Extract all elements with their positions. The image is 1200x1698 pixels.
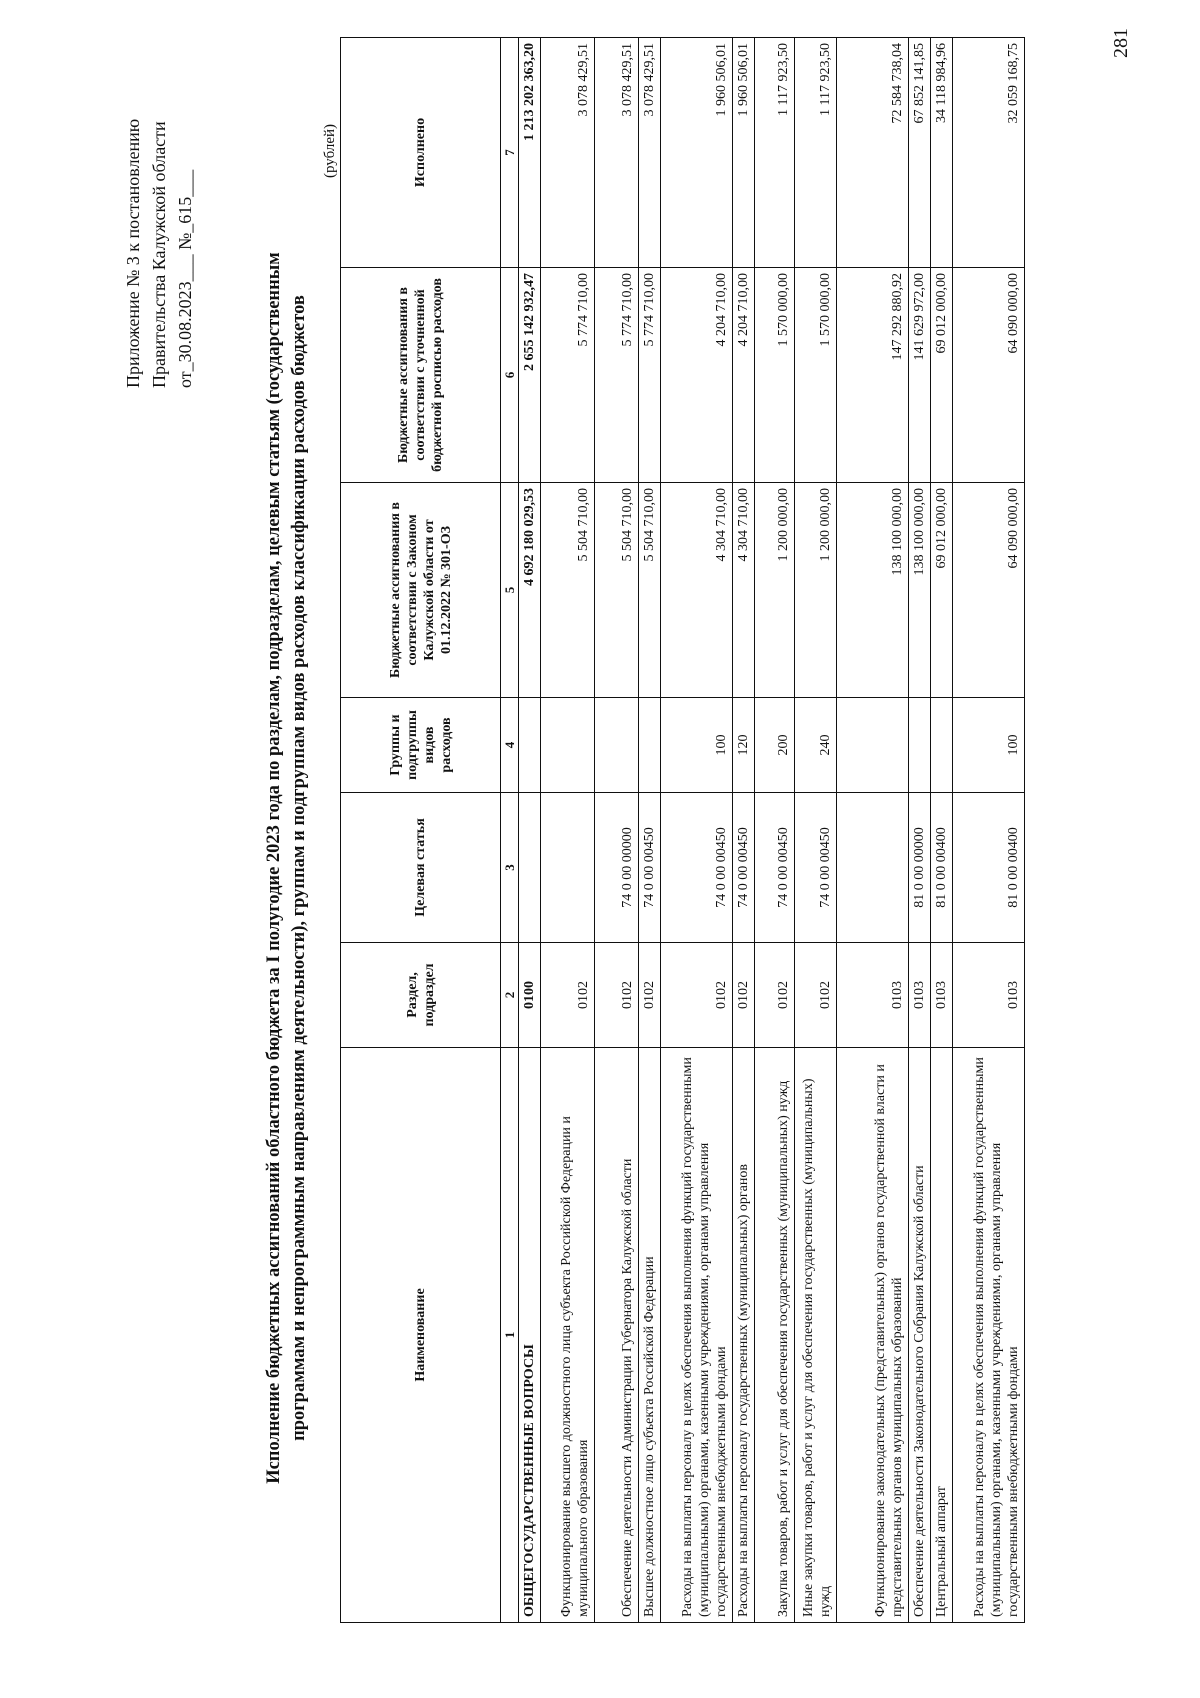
- row-group: 240: [795, 698, 837, 793]
- row-group: [541, 698, 595, 793]
- row-target: 74 0 00 00450: [661, 793, 733, 943]
- row-refined: 1 570 000,00: [755, 268, 795, 483]
- column-number-row: [501, 38, 519, 1623]
- row-section: 0102: [661, 943, 733, 1048]
- row-target: 74 0 00 00000: [595, 793, 639, 943]
- col-number: 3: [501, 793, 519, 943]
- row-section: 0103: [909, 943, 931, 1048]
- row-executed: 1 960 506,01: [733, 38, 755, 268]
- table-row: [541, 38, 595, 1623]
- row-name: Обеспечение деятельности Законодательного Собрания Калужской области: [909, 1048, 931, 1623]
- row-section: 0103: [931, 943, 953, 1048]
- row-group: 200: [755, 698, 795, 793]
- row-section: 0102: [595, 943, 639, 1048]
- row-target: 81 0 00 00400: [953, 793, 1025, 943]
- header-name: Наименование: [341, 1048, 501, 1623]
- row-group: 100: [953, 698, 1025, 793]
- row-name: Расходы на выплаты персоналу государственных (муниципальных) органов: [733, 1048, 755, 1623]
- title-line-1: Исполнение бюджетных ассигнований областного бюджета за I полугодие 2023 года по разделам, подразделам, целевым статьям (государственным: [264, 252, 284, 1484]
- table-row: [931, 38, 953, 1623]
- row-law: 69 012 000,00: [931, 483, 953, 698]
- row-name: Центральный аппарат: [931, 1048, 953, 1623]
- appendix-line-3: от_30.08.2023___ №_615___: [175, 169, 195, 388]
- appendix-line-1: Приложение № 3 к постановлению: [123, 118, 143, 388]
- table-row: [837, 38, 909, 1623]
- header-executed: Исполнено: [341, 38, 501, 268]
- row-executed: 1 117 923,50: [795, 38, 837, 268]
- table-row: [909, 38, 931, 1623]
- units-label: (рублей): [322, 123, 338, 178]
- row-refined: 5 774 710,00: [639, 268, 661, 483]
- row-executed: 3 078 429,51: [541, 38, 595, 268]
- row-name: Расходы на выплаты персоналу в целях обеспечения выполнения функций государственными (муниципальными) органами, казенными учреждениями, органами управления государственными внебюджетными фондами: [661, 1048, 733, 1623]
- row-name: Закупка товаров, работ и услуг для обеспечения государственных (муниципальных) нужд: [755, 1048, 795, 1623]
- row-section: 0102: [795, 943, 837, 1048]
- row-group: [519, 698, 541, 793]
- document-title: [262, 178, 312, 1558]
- row-law: 4 692 180 029,53: [519, 483, 541, 698]
- table-row: [661, 38, 733, 1623]
- col-number: 4: [501, 698, 519, 793]
- row-name: Обеспечение деятельности Администрации Губернатора Калужской области: [595, 1048, 639, 1623]
- row-refined: 5 774 710,00: [541, 268, 595, 483]
- row-name: Иные закупки товаров, работ и услуг для обеспечения государственных (муниципальных) нужд: [795, 1048, 837, 1623]
- col-number: 7: [501, 38, 519, 268]
- row-target: [541, 793, 595, 943]
- row-executed: 3 078 429,51: [639, 38, 661, 268]
- table-row: [639, 38, 661, 1623]
- row-executed: 1 213 202 363,20: [519, 38, 541, 268]
- row-target: [837, 793, 909, 943]
- appendix-line-2: Правительства Калужской области: [149, 121, 169, 388]
- row-refined: 147 292 880,92: [837, 268, 909, 483]
- row-target: 74 0 00 00450: [639, 793, 661, 943]
- title-line-2: программам и непрограммным направлениям деятельности), группам и подгруппам видов расходов классификации расходов бюджетов: [289, 295, 309, 1441]
- header-refined: Бюджетные ассигнования в соответствии с уточненной бюджетной росписью расходов: [341, 268, 501, 483]
- row-target: 74 0 00 00450: [795, 793, 837, 943]
- row-group: 100: [661, 698, 733, 793]
- row-name: Функционирование высшего должностного лица субъекта Российской Федерации и муниципального образования: [541, 1048, 595, 1623]
- row-target: [519, 793, 541, 943]
- row-group: [931, 698, 953, 793]
- row-section: 0102: [639, 943, 661, 1048]
- table-row: [795, 38, 837, 1623]
- row-refined: 69 012 000,00: [931, 268, 953, 483]
- row-refined: 141 629 972,00: [909, 268, 931, 483]
- budget-table: [340, 37, 1025, 1623]
- table-row: [595, 38, 639, 1623]
- row-executed: 32 059 168,75: [953, 38, 1025, 268]
- row-target: 81 0 00 00000: [909, 793, 931, 943]
- header-groups: Группы и подгруппы видов расходов: [341, 698, 501, 793]
- col-number: 2: [501, 943, 519, 1048]
- header-law: Бюджетные ассигнования в соответствии с Законом Калужской области от 01.12.2022 № 301-ОЗ: [341, 483, 501, 698]
- table-row: [953, 38, 1025, 1623]
- row-refined: 5 774 710,00: [595, 268, 639, 483]
- header-section: Раздел, подраздел: [341, 943, 501, 1048]
- row-refined: 4 204 710,00: [661, 268, 733, 483]
- row-target: 74 0 00 00450: [755, 793, 795, 943]
- row-law: 5 504 710,00: [595, 483, 639, 698]
- row-section: 0100: [519, 943, 541, 1048]
- row-executed: 1 117 923,50: [755, 38, 795, 268]
- row-law: 5 504 710,00: [541, 483, 595, 698]
- row-name: Функционирование законодательных (представительных) органов государственной власти и представительных органов муниципальных образований: [837, 1048, 909, 1623]
- row-law: 64 090 000,00: [953, 483, 1025, 698]
- row-name: Высшее должностное лицо субъекта Российской Федерации: [639, 1048, 661, 1623]
- row-executed: 34 118 984,96: [931, 38, 953, 268]
- row-section: 0102: [755, 943, 795, 1048]
- row-law: 1 200 000,00: [755, 483, 795, 698]
- appendix-note: [120, 58, 198, 388]
- row-section: 0102: [733, 943, 755, 1048]
- col-number: 5: [501, 483, 519, 698]
- row-executed: 1 960 506,01: [661, 38, 733, 268]
- row-name: ОБЩЕГОСУДАРСТВЕННЫЕ ВОПРОСЫ: [519, 1048, 541, 1623]
- row-group: [837, 698, 909, 793]
- row-target: 81 0 00 00400: [931, 793, 953, 943]
- row-law: 138 100 000,00: [909, 483, 931, 698]
- col-number: 6: [501, 268, 519, 483]
- header-row: [341, 38, 501, 1623]
- row-law: 1 200 000,00: [795, 483, 837, 698]
- row-refined: 4 204 710,00: [733, 268, 755, 483]
- row-refined: 1 570 000,00: [795, 268, 837, 483]
- page-number: 281: [1110, 28, 1132, 58]
- row-group: [595, 698, 639, 793]
- row-group: [639, 698, 661, 793]
- row-group: [909, 698, 931, 793]
- row-executed: 67 852 141,85: [909, 38, 931, 268]
- row-section: 0103: [837, 943, 909, 1048]
- row-law: 4 304 710,00: [733, 483, 755, 698]
- table-row: [733, 38, 755, 1623]
- row-executed: 72 584 738,04: [837, 38, 909, 268]
- row-section: 0102: [541, 943, 595, 1048]
- row-law: 5 504 710,00: [639, 483, 661, 698]
- row-name: Расходы на выплаты персоналу в целях обеспечения выполнения функций государственными (муниципальными) органами, казенными учреждениями, органами управления государственными внебюджетными фондами: [953, 1048, 1025, 1623]
- col-number: 1: [501, 1048, 519, 1623]
- row-executed: 3 078 429,51: [595, 38, 639, 268]
- table-row: [519, 38, 541, 1623]
- row-target: 74 0 00 00450: [733, 793, 755, 943]
- row-law: 138 100 000,00: [837, 483, 909, 698]
- header-target: Целевая статья: [341, 793, 501, 943]
- row-law: 4 304 710,00: [661, 483, 733, 698]
- row-refined: 64 090 000,00: [953, 268, 1025, 483]
- row-group: 120: [733, 698, 755, 793]
- row-refined: 2 655 142 932,47: [519, 268, 541, 483]
- row-section: 0103: [953, 943, 1025, 1048]
- table-row: [755, 38, 795, 1623]
